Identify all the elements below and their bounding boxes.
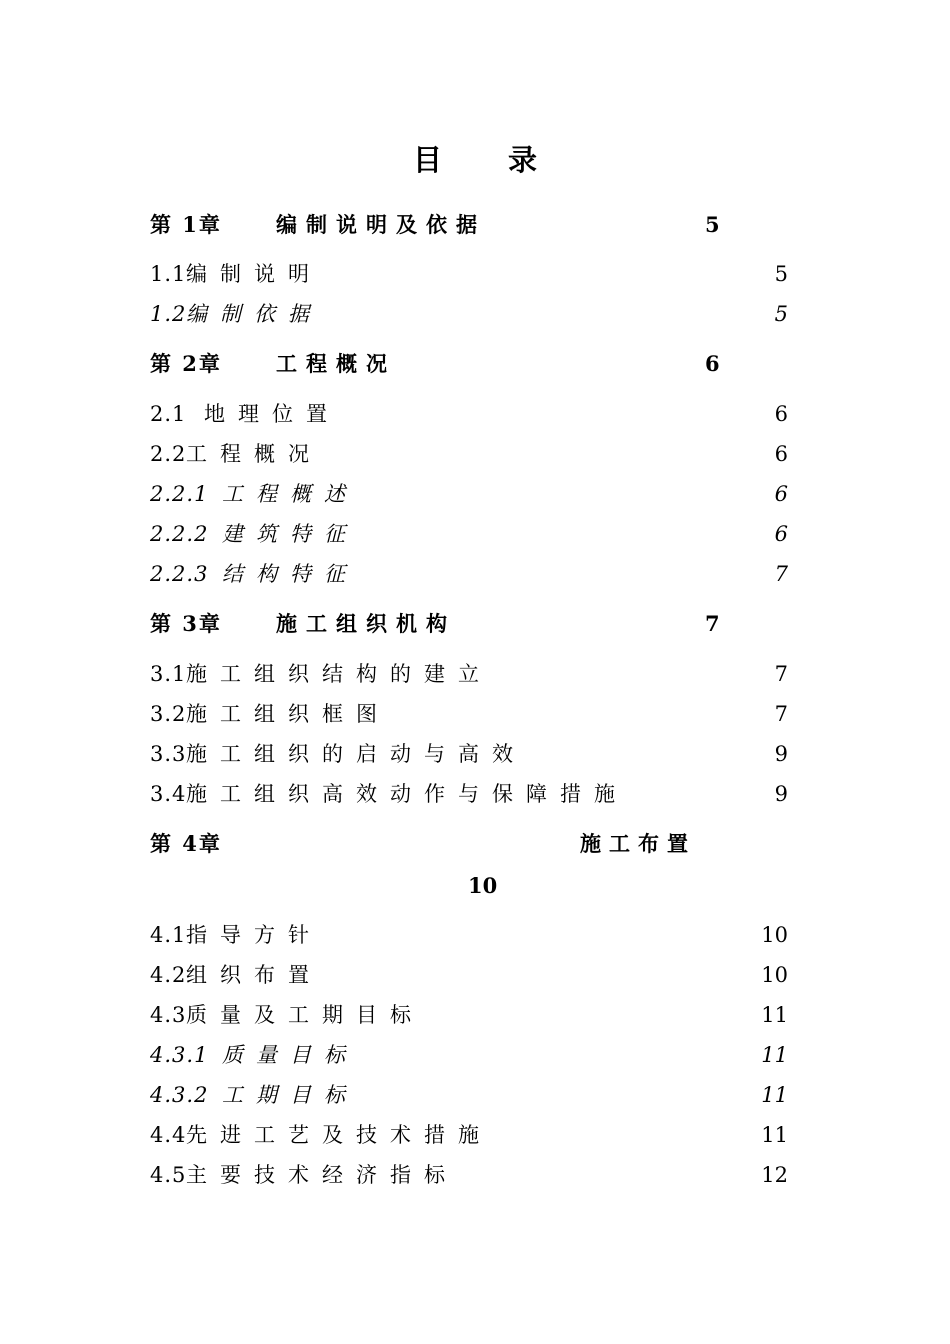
entry-page: 7 [774, 702, 788, 726]
entry-title: 编制依据 [186, 302, 322, 326]
entry-page: 11 [761, 1043, 788, 1067]
entry-number: 4.2 [150, 963, 187, 987]
entry-number: 4.5 [150, 1163, 187, 1187]
chapter-title: 工程概况 [276, 351, 396, 376]
entry-title: 先进工艺及技术措施 [186, 1123, 492, 1147]
toc-title-char-right: 录 [508, 143, 538, 177]
entry-page: 6 [774, 442, 788, 466]
toc-entry-2-1[interactable] [150, 398, 850, 430]
chapter-page: 7 [705, 611, 720, 636]
entry-number: 2.2.3 [150, 562, 209, 586]
entry-page: 6 [774, 402, 788, 426]
entry-number: 3.1 [150, 662, 187, 686]
entry-page: 9 [774, 782, 788, 806]
entry-page: 5 [774, 262, 788, 286]
entry-number: 4.3 [150, 1003, 187, 1027]
entry-page: 10 [761, 963, 788, 987]
toc-chapter-3[interactable] [150, 608, 850, 640]
entry-title: 编制说明 [186, 262, 322, 286]
entry-page: 10 [761, 923, 788, 947]
entry-title: 施工组织高效动作与保障措施 [186, 782, 628, 806]
chapter-number: 第 4章 [150, 831, 222, 856]
entry-title: 地理位置 [204, 402, 340, 426]
toc-entry-4-4[interactable] [150, 1119, 850, 1151]
entry-title: 结构特征 [222, 562, 358, 586]
entry-number: 2.2.1 [150, 482, 209, 506]
chapter-4-page: 10 [468, 873, 498, 898]
chapter-number: 第 2章 [150, 351, 222, 376]
chapter-page: 6 [705, 351, 720, 376]
chapter-title: 施工组织机构 [276, 611, 456, 636]
toc-entry-3-2[interactable] [150, 698, 850, 730]
entry-number: 3.4 [150, 782, 187, 806]
entry-title: 组织布置 [186, 963, 322, 987]
entry-number: 2.2.2 [150, 522, 209, 546]
toc-entry-4-3-2[interactable] [150, 1079, 850, 1111]
toc-entry-2-2-3[interactable] [150, 558, 850, 590]
entry-number: 2.2 [150, 442, 187, 466]
entry-title: 施工组织框图 [186, 702, 390, 726]
entry-page: 5 [774, 302, 788, 326]
toc-entry-4-5[interactable] [150, 1159, 850, 1191]
entry-page: 6 [774, 522, 788, 546]
toc-entry-4-3[interactable] [150, 999, 850, 1031]
entry-number: 4.4 [150, 1123, 187, 1147]
entry-number: 1.2 [150, 302, 187, 326]
entry-number: 1.1 [150, 262, 187, 286]
entry-title: 工程概述 [222, 482, 358, 506]
toc-entry-1-1[interactable] [150, 258, 850, 290]
toc-entry-4-1[interactable] [150, 919, 850, 951]
toc-entry-2-2-2[interactable] [150, 518, 850, 550]
entry-title: 质量及工期目标 [186, 1003, 424, 1027]
chapter-title: 施工布置 [580, 831, 696, 856]
toc-title [0, 138, 950, 179]
entry-number: 2.1 [150, 402, 187, 426]
toc-entry-3-4[interactable] [150, 778, 850, 810]
entry-page: 6 [774, 482, 788, 506]
toc-chapter-1[interactable] [150, 209, 850, 241]
entry-title: 建筑特征 [222, 522, 358, 546]
chapter-number: 第 3章 [150, 611, 222, 636]
toc-entry-3-1[interactable] [150, 658, 850, 690]
entry-title: 工程概况 [186, 442, 322, 466]
entry-title: 施工组织结构的建立 [186, 662, 492, 686]
entry-page: 7 [774, 562, 788, 586]
chapter-number: 第 1章 [150, 212, 222, 237]
entry-page: 9 [774, 742, 788, 766]
toc-title-char-left: 目 [412, 143, 442, 177]
toc-entry-2-2-1[interactable] [150, 478, 850, 510]
toc-chapter-4[interactable] [150, 828, 850, 860]
entry-page: 11 [761, 1123, 788, 1147]
entry-page: 11 [761, 1003, 788, 1027]
chapter-page: 5 [705, 212, 720, 237]
entry-number: 4.3.2 [150, 1083, 209, 1107]
entry-title: 指导方针 [186, 923, 322, 947]
entry-page: 7 [774, 662, 788, 686]
toc-entry-2-2[interactable] [150, 438, 850, 470]
toc-entry-4-2[interactable] [150, 959, 850, 991]
entry-title: 质量目标 [222, 1043, 358, 1067]
entry-title: 主要技术经济指标 [186, 1163, 458, 1187]
entry-title: 工期目标 [222, 1083, 358, 1107]
entry-page: 11 [761, 1083, 788, 1107]
entry-number: 3.3 [150, 742, 187, 766]
entry-title: 施工组织的启动与高效 [186, 742, 526, 766]
entry-number: 3.2 [150, 702, 187, 726]
chapter-title: 编制说明及依据 [276, 212, 486, 237]
entry-number: 4.1 [150, 923, 187, 947]
toc-entry-4-3-1[interactable] [150, 1039, 850, 1071]
toc-entry-1-2[interactable] [150, 298, 850, 330]
toc-chapter-2[interactable] [150, 348, 850, 380]
toc-entry-3-3[interactable] [150, 738, 850, 770]
entry-number: 4.3.1 [150, 1043, 209, 1067]
entry-page: 12 [761, 1163, 788, 1187]
